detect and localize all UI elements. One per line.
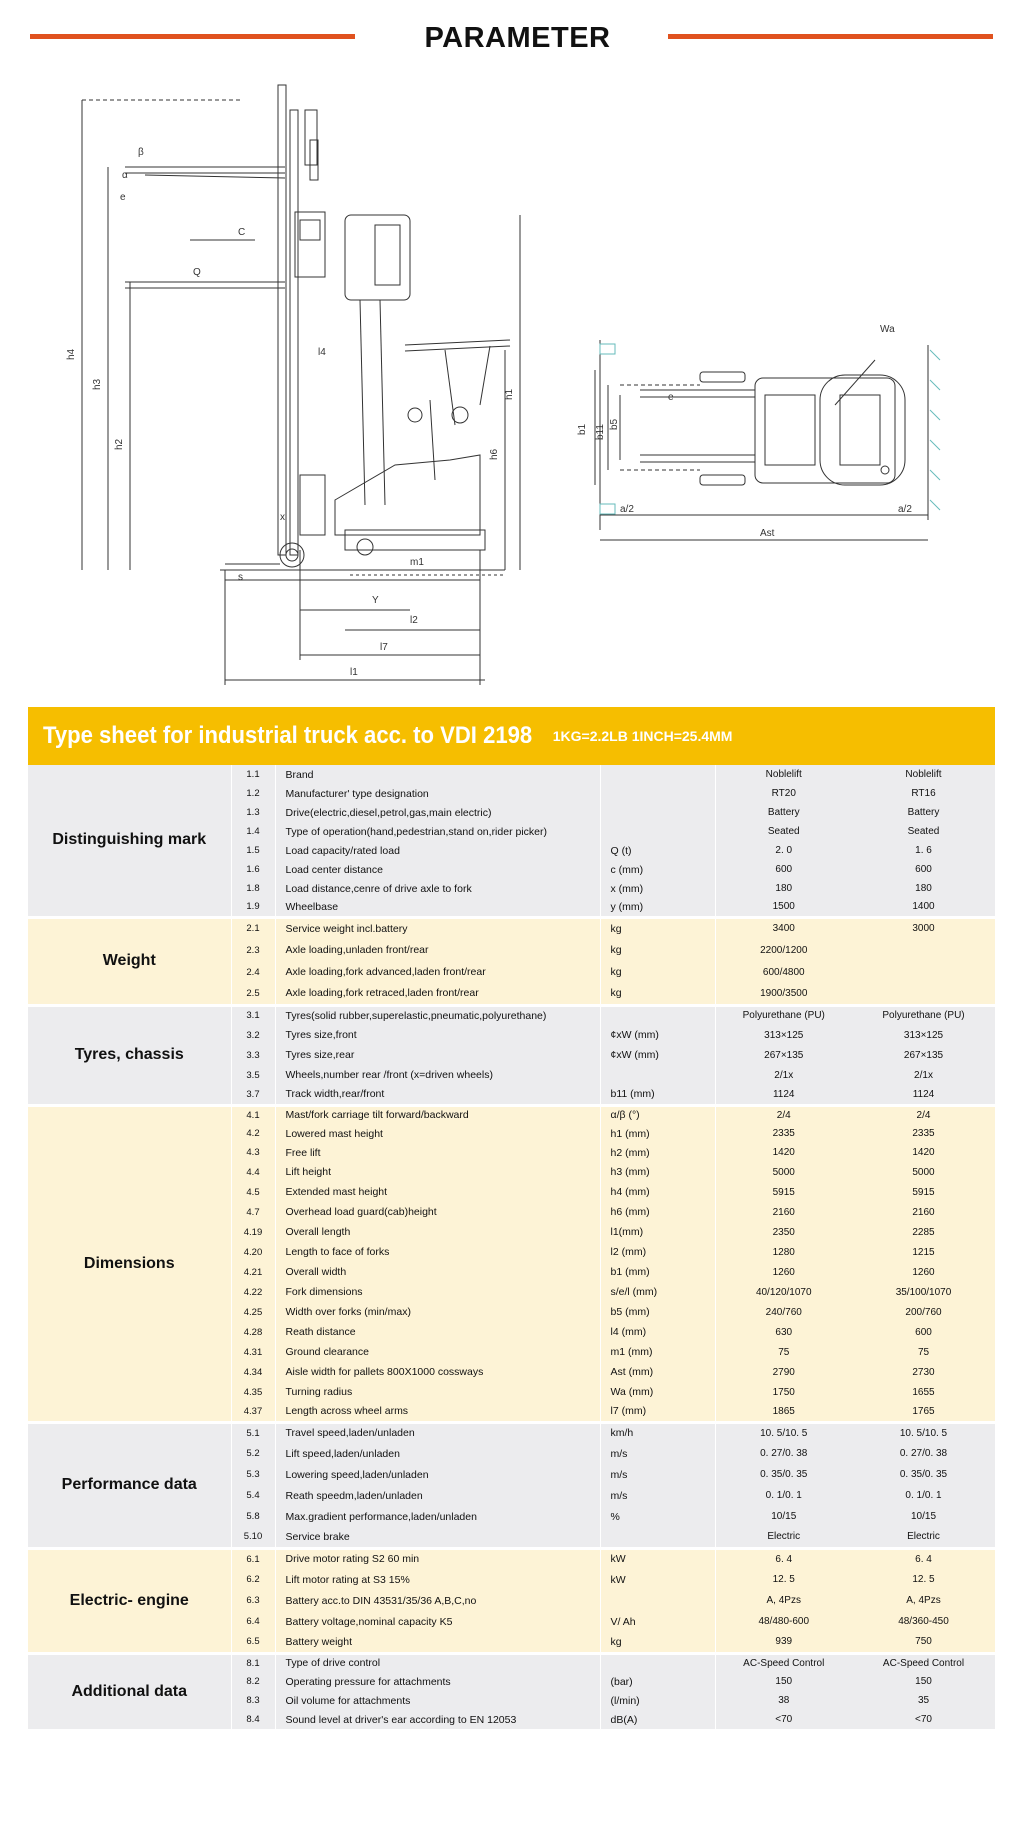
value-model-2: 2285 <box>852 1222 995 1242</box>
section-name: Dimensions <box>28 1105 231 1422</box>
label-y: Y <box>372 595 379 606</box>
spec-table <box>28 765 995 1729</box>
value-model-2: 0. 35/0. 35 <box>852 1464 995 1485</box>
row-unit: c (mm) <box>600 860 715 879</box>
value-model-1: Electric <box>715 1527 852 1548</box>
row-unit: V/ Ah <box>600 1611 715 1632</box>
value-model-2: 2730 <box>852 1362 995 1382</box>
row-description: Load capacity/rated load <box>275 841 600 860</box>
row-description: Free lift <box>275 1143 600 1162</box>
table-row <box>28 765 995 784</box>
row-unit: y (mm) <box>600 898 715 917</box>
value-model-1: 2. 0 <box>715 841 852 860</box>
row-number: 2.3 <box>231 939 275 961</box>
row-unit: ¢xW (mm) <box>600 1025 715 1045</box>
row-description: Drive motor rating S2 60 min <box>275 1548 600 1569</box>
value-model-2: 1420 <box>852 1143 995 1162</box>
value-model-1: 75 <box>715 1342 852 1362</box>
row-number: 3.3 <box>231 1045 275 1065</box>
row-description: Tyres size,front <box>275 1025 600 1045</box>
section-name: Weight <box>28 917 231 1005</box>
row-number: 1.6 <box>231 860 275 879</box>
value-model-2: 1260 <box>852 1262 995 1282</box>
row-description: Battery acc.to DIN 43531/35/36 A,B,C,no <box>275 1590 600 1611</box>
row-description: Max.gradient performance,laden/unladen <box>275 1506 600 1527</box>
row-number: 6.1 <box>231 1548 275 1569</box>
row-unit: m/s <box>600 1485 715 1506</box>
value-model-2: 0. 1/0. 1 <box>852 1485 995 1506</box>
row-description: Reath speedm,laden/unladen <box>275 1485 600 1506</box>
row-unit: kg <box>600 1632 715 1653</box>
value-model-2: 75 <box>852 1342 995 1362</box>
value-model-2: A, 4Pzs <box>852 1590 995 1611</box>
value-model-1: 10/15 <box>715 1506 852 1527</box>
row-unit <box>600 803 715 822</box>
row-number: 4.19 <box>231 1222 275 1242</box>
label-l1: l1 <box>350 667 358 678</box>
table-row <box>28 1422 995 1443</box>
row-number: 4.7 <box>231 1202 275 1222</box>
row-unit: m1 (mm) <box>600 1342 715 1362</box>
value-model-2: 150 <box>852 1672 995 1691</box>
table-row <box>28 1005 995 1025</box>
row-unit: m/s <box>600 1464 715 1485</box>
row-description: Tyres size,rear <box>275 1045 600 1065</box>
value-model-1: 0. 35/0. 35 <box>715 1464 852 1485</box>
value-model-1: 630 <box>715 1322 852 1342</box>
row-number: 4.2 <box>231 1124 275 1143</box>
value-model-2 <box>852 939 995 961</box>
row-unit: kg <box>600 961 715 983</box>
row-description: Battery weight <box>275 1632 600 1653</box>
value-model-1: 240/760 <box>715 1302 852 1322</box>
value-model-1: 2790 <box>715 1362 852 1382</box>
section-name: Distinguishing mark <box>28 765 231 917</box>
row-unit: x (mm) <box>600 879 715 898</box>
row-number: 5.8 <box>231 1506 275 1527</box>
row-number: 1.9 <box>231 898 275 917</box>
value-model-2: 5915 <box>852 1182 995 1202</box>
row-unit: Q (t) <box>600 841 715 860</box>
row-description: Tyres(solid rubber,superelastic,pneumatic,polyurethane) <box>275 1005 600 1025</box>
row-number: 4.31 <box>231 1342 275 1362</box>
row-unit: km/h <box>600 1422 715 1443</box>
row-unit <box>600 1005 715 1025</box>
row-unit: l2 (mm) <box>600 1242 715 1262</box>
value-model-2: 12. 5 <box>852 1569 995 1590</box>
row-unit: dB(A) <box>600 1710 715 1729</box>
value-model-2: 2/1x <box>852 1065 995 1085</box>
row-number: 1.1 <box>231 765 275 784</box>
label-h2: h2 <box>114 438 125 450</box>
top-view-drawing <box>595 340 940 540</box>
value-model-2: 2/4 <box>852 1105 995 1124</box>
value-model-1: 2350 <box>715 1222 852 1242</box>
row-description: Load center distance <box>275 860 600 879</box>
row-description: Axle loading,unladen front/rear <box>275 939 600 961</box>
value-model-1: 3400 <box>715 917 852 939</box>
row-number: 1.8 <box>231 879 275 898</box>
row-number: 5.4 <box>231 1485 275 1506</box>
row-number: 6.3 <box>231 1590 275 1611</box>
row-description: Lowering speed,laden/unladen <box>275 1464 600 1485</box>
row-description: Overhead load guard(cab)height <box>275 1202 600 1222</box>
row-description: Type of drive control <box>275 1653 600 1672</box>
row-description: Lift height <box>275 1162 600 1182</box>
row-unit: h2 (mm) <box>600 1143 715 1162</box>
side-view-drawing <box>82 85 520 685</box>
value-model-1: 1260 <box>715 1262 852 1282</box>
value-model-1: 267×135 <box>715 1045 852 1065</box>
value-model-2: 3000 <box>852 917 995 939</box>
value-model-1: 1900/3500 <box>715 983 852 1005</box>
row-description: Reath distance <box>275 1322 600 1342</box>
label-x: x <box>280 512 285 523</box>
section-name: Tyres, chassis <box>28 1005 231 1105</box>
value-model-1: Seated <box>715 822 852 841</box>
row-unit: α/β (°) <box>600 1105 715 1124</box>
value-model-2: 200/760 <box>852 1302 995 1322</box>
row-description: Sound level at driver's ear according to EN 12053 <box>275 1710 600 1729</box>
label-m1: m1 <box>410 557 424 568</box>
label-e-top: e <box>668 392 674 403</box>
value-model-1: 600 <box>715 860 852 879</box>
row-number: 5.2 <box>231 1443 275 1464</box>
row-description: Lowered mast height <box>275 1124 600 1143</box>
label-wa: Wa <box>880 324 895 335</box>
row-number: 6.5 <box>231 1632 275 1653</box>
row-unit: Wa (mm) <box>600 1382 715 1402</box>
row-description: Travel speed,laden/unladen <box>275 1422 600 1443</box>
value-model-2: Noblelift <box>852 765 995 784</box>
row-unit: kg <box>600 983 715 1005</box>
row-number: 4.4 <box>231 1162 275 1182</box>
value-model-1: 0. 1/0. 1 <box>715 1485 852 1506</box>
value-model-2: 2335 <box>852 1124 995 1143</box>
value-model-2: 35/100/1070 <box>852 1282 995 1302</box>
row-description: Axle loading,fork retraced,laden front/rear <box>275 983 600 1005</box>
row-description: Manufacturer' type designation <box>275 784 600 803</box>
row-number: 4.34 <box>231 1362 275 1382</box>
label-ast: Ast <box>760 528 775 539</box>
value-model-2: 0. 27/0. 38 <box>852 1443 995 1464</box>
row-unit <box>600 784 715 803</box>
row-number: 6.4 <box>231 1611 275 1632</box>
value-model-1: 600/4800 <box>715 961 852 983</box>
row-number: 4.35 <box>231 1382 275 1402</box>
row-number: 4.25 <box>231 1302 275 1322</box>
row-unit <box>600 1527 715 1548</box>
value-model-1: 2160 <box>715 1202 852 1222</box>
value-model-2: 5000 <box>852 1162 995 1182</box>
page-title: PARAMETER <box>424 22 611 54</box>
table-row <box>28 1548 995 1569</box>
value-model-2: 600 <box>852 1322 995 1342</box>
value-model-1: <70 <box>715 1710 852 1729</box>
row-description: Length to face of forks <box>275 1242 600 1262</box>
spec-table-body <box>28 765 995 1729</box>
label-h1: h1 <box>504 388 515 400</box>
row-number: 4.1 <box>231 1105 275 1124</box>
row-unit: b1 (mm) <box>600 1262 715 1282</box>
label-l2: l2 <box>410 615 418 626</box>
label-l4: l4 <box>318 347 326 358</box>
row-unit <box>600 1065 715 1085</box>
label-a-half-left: a/2 <box>620 504 634 515</box>
banner-title: Type sheet for industrial truck acc. to VDI 2198 <box>43 722 533 749</box>
label-alpha: α <box>122 170 128 181</box>
row-unit: h6 (mm) <box>600 1202 715 1222</box>
value-model-1: 10. 5/10. 5 <box>715 1422 852 1443</box>
label-q: Q <box>193 267 201 278</box>
table-row <box>28 917 995 939</box>
row-description: Service weight incl.battery <box>275 917 600 939</box>
row-description: Turning radius <box>275 1382 600 1402</box>
banner-unit-note: 1KG=2.2LB 1INCH=25.4MM <box>552 728 733 744</box>
row-unit <box>600 1590 715 1611</box>
row-description: Lift speed,laden/unladen <box>275 1443 600 1464</box>
value-model-2 <box>852 961 995 983</box>
value-model-2: AC-Speed Control <box>852 1653 995 1672</box>
row-description: Brand <box>275 765 600 784</box>
value-model-1: 1420 <box>715 1143 852 1162</box>
row-number: 2.4 <box>231 961 275 983</box>
row-unit: h3 (mm) <box>600 1162 715 1182</box>
value-model-1: 6. 4 <box>715 1548 852 1569</box>
row-description: Drive(electric,diesel,petrol,gas,main electric) <box>275 803 600 822</box>
row-description: Wheels,number rear /front (x=driven wheels) <box>275 1065 600 1085</box>
value-model-2: 750 <box>852 1632 995 1653</box>
value-model-2: 2160 <box>852 1202 995 1222</box>
row-description: Operating pressure for attachments <box>275 1672 600 1691</box>
row-description: Overall width <box>275 1262 600 1282</box>
value-model-2: Battery <box>852 803 995 822</box>
row-unit: b11 (mm) <box>600 1085 715 1105</box>
section-name: Electric- engine <box>28 1548 231 1653</box>
value-model-2: 600 <box>852 860 995 879</box>
label-h6: h6 <box>489 448 500 460</box>
value-model-2 <box>852 983 995 1005</box>
value-model-2: 180 <box>852 879 995 898</box>
row-description: Overall length <box>275 1222 600 1242</box>
row-number: 3.5 <box>231 1065 275 1085</box>
value-model-2: 1400 <box>852 898 995 917</box>
row-number: 8.2 <box>231 1672 275 1691</box>
row-number: 4.37 <box>231 1402 275 1422</box>
value-model-1: 2200/1200 <box>715 939 852 961</box>
value-model-2: 6. 4 <box>852 1548 995 1569</box>
row-description: Lift motor rating at S3 15% <box>275 1569 600 1590</box>
value-model-1: 1280 <box>715 1242 852 1262</box>
row-number: 1.2 <box>231 784 275 803</box>
row-unit: ¢xW (mm) <box>600 1045 715 1065</box>
value-model-2: 1765 <box>852 1402 995 1422</box>
label-s: s <box>238 572 243 583</box>
value-model-2: 1. 6 <box>852 841 995 860</box>
row-unit: kW <box>600 1548 715 1569</box>
value-model-1: 12. 5 <box>715 1569 852 1590</box>
value-model-2: 48/360-450 <box>852 1611 995 1632</box>
value-model-2: Seated <box>852 822 995 841</box>
row-unit <box>600 822 715 841</box>
label-b1: b1 <box>577 423 588 435</box>
header-rule-right <box>668 34 993 39</box>
row-unit: % <box>600 1506 715 1527</box>
value-model-2: RT16 <box>852 784 995 803</box>
label-e: e <box>120 192 126 203</box>
row-description: Type of operation(hand,pedestrian,stand on,rider picker) <box>275 822 600 841</box>
label-a-half-right: a/2 <box>898 504 912 515</box>
row-description: Wheelbase <box>275 898 600 917</box>
value-model-1: 0. 27/0. 38 <box>715 1443 852 1464</box>
value-model-1: 5000 <box>715 1162 852 1182</box>
row-unit: l1(mm) <box>600 1222 715 1242</box>
label-b11: b11 <box>595 424 606 440</box>
row-number: 4.22 <box>231 1282 275 1302</box>
row-number: 5.3 <box>231 1464 275 1485</box>
row-unit: l4 (mm) <box>600 1322 715 1342</box>
value-model-1: 40/120/1070 <box>715 1282 852 1302</box>
label-h4: h4 <box>66 348 77 360</box>
header-rule-left <box>30 34 355 39</box>
row-description: Ground clearance <box>275 1342 600 1362</box>
value-model-1: 1865 <box>715 1402 852 1422</box>
row-description: Oil volume for attachments <box>275 1691 600 1710</box>
row-number: 3.1 <box>231 1005 275 1025</box>
row-description: Width over forks (min/max) <box>275 1302 600 1322</box>
row-number: 5.1 <box>231 1422 275 1443</box>
value-model-2: 267×135 <box>852 1045 995 1065</box>
label-l7: l7 <box>380 642 388 653</box>
row-unit: (bar) <box>600 1672 715 1691</box>
table-row <box>28 1105 995 1124</box>
row-number: 8.1 <box>231 1653 275 1672</box>
row-description: Load distance,cenre of drive axle to fork <box>275 879 600 898</box>
value-model-1: 180 <box>715 879 852 898</box>
row-number: 4.28 <box>231 1322 275 1342</box>
value-model-1: 1750 <box>715 1382 852 1402</box>
value-model-1: 2335 <box>715 1124 852 1143</box>
section-name: Additional data <box>28 1653 231 1729</box>
value-model-1: 2/4 <box>715 1105 852 1124</box>
row-description: Fork dimensions <box>275 1282 600 1302</box>
row-unit: (l/min) <box>600 1691 715 1710</box>
row-number: 1.4 <box>231 822 275 841</box>
row-unit: m/s <box>600 1443 715 1464</box>
value-model-1: Battery <box>715 803 852 822</box>
value-model-2: 313×125 <box>852 1025 995 1045</box>
row-unit: kW <box>600 1569 715 1590</box>
table-row <box>28 1653 995 1672</box>
value-model-1: 38 <box>715 1691 852 1710</box>
value-model-2: 35 <box>852 1691 995 1710</box>
row-description: Battery voltage,nominal capacity K5 <box>275 1611 600 1632</box>
row-number: 2.1 <box>231 917 275 939</box>
value-model-1: A, 4Pzs <box>715 1590 852 1611</box>
row-number: 8.4 <box>231 1710 275 1729</box>
row-description: Track width,rear/front <box>275 1085 600 1105</box>
value-model-2: 10. 5/10. 5 <box>852 1422 995 1443</box>
value-model-2: Electric <box>852 1527 995 1548</box>
row-description: Service brake <box>275 1527 600 1548</box>
row-unit <box>600 765 715 784</box>
row-unit: l7 (mm) <box>600 1402 715 1422</box>
value-model-1: RT20 <box>715 784 852 803</box>
value-model-1: 5915 <box>715 1182 852 1202</box>
row-unit: Ast (mm) <box>600 1362 715 1382</box>
row-number: 4.20 <box>231 1242 275 1262</box>
value-model-2: 1655 <box>852 1382 995 1402</box>
value-model-1: 1500 <box>715 898 852 917</box>
row-number: 3.7 <box>231 1085 275 1105</box>
row-unit <box>600 1653 715 1672</box>
value-model-1: 1124 <box>715 1085 852 1105</box>
value-model-1: 313×125 <box>715 1025 852 1045</box>
row-number: 3.2 <box>231 1025 275 1045</box>
row-unit: h4 (mm) <box>600 1182 715 1202</box>
type-sheet-banner <box>28 707 995 765</box>
label-b5: b5 <box>609 418 620 430</box>
row-unit: kg <box>600 917 715 939</box>
row-unit: h1 (mm) <box>600 1124 715 1143</box>
technical-drawing <box>0 60 1024 690</box>
value-model-2: Polyurethane (PU) <box>852 1005 995 1025</box>
value-model-2: 10/15 <box>852 1506 995 1527</box>
row-number: 5.10 <box>231 1527 275 1548</box>
value-model-1: 939 <box>715 1632 852 1653</box>
top-view-labels <box>577 324 912 539</box>
value-model-1: 48/480-600 <box>715 1611 852 1632</box>
row-number: 1.5 <box>231 841 275 860</box>
row-unit: kg <box>600 939 715 961</box>
label-c: C <box>238 227 246 238</box>
row-number: 8.3 <box>231 1691 275 1710</box>
value-model-1: 150 <box>715 1672 852 1691</box>
row-unit: b5 (mm) <box>600 1302 715 1322</box>
row-description: Length across wheel arms <box>275 1402 600 1422</box>
value-model-1: Noblelift <box>715 765 852 784</box>
row-number: 1.3 <box>231 803 275 822</box>
row-unit: s/e/l (mm) <box>600 1282 715 1302</box>
row-description: Extended mast height <box>275 1182 600 1202</box>
value-model-2: 1124 <box>852 1085 995 1105</box>
value-model-2: 1215 <box>852 1242 995 1262</box>
label-beta: β <box>138 147 144 158</box>
row-number: 4.5 <box>231 1182 275 1202</box>
row-description: Axle loading,fork advanced,laden front/rear <box>275 961 600 983</box>
row-number: 2.5 <box>231 983 275 1005</box>
value-model-2: <70 <box>852 1710 995 1729</box>
row-number: 6.2 <box>231 1569 275 1590</box>
value-model-1: AC-Speed Control <box>715 1653 852 1672</box>
row-number: 4.3 <box>231 1143 275 1162</box>
value-model-1: Polyurethane (PU) <box>715 1005 852 1025</box>
row-description: Mast/fork carriage tilt forward/backward <box>275 1105 600 1124</box>
value-model-1: 2/1x <box>715 1065 852 1085</box>
row-description: Aisle width for pallets 800X1000 cossways <box>275 1362 600 1382</box>
row-number: 4.21 <box>231 1262 275 1282</box>
section-name: Performance data <box>28 1422 231 1548</box>
label-h3: h3 <box>92 378 103 390</box>
